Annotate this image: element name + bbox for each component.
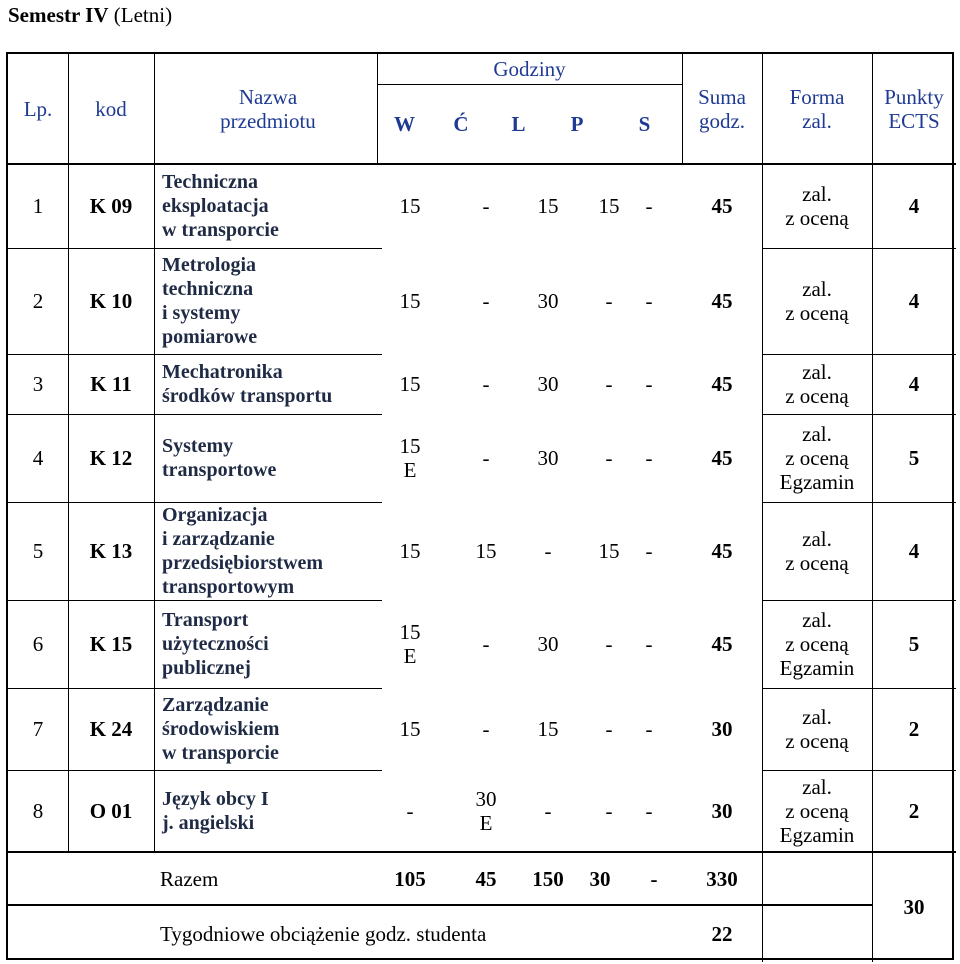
row-ects: 5 — [908, 632, 920, 656]
row-forma — [762, 688, 872, 770]
row-forma-line: zal. — [802, 422, 832, 446]
course-name-line: transportowe — [162, 459, 277, 481]
row-w: 15 — [399, 289, 421, 313]
row-forma-line: z oceną — [785, 551, 849, 575]
row-c: - — [482, 372, 490, 396]
row-suma: 45 — [711, 539, 733, 563]
course-name-line: Zarządzanie — [162, 694, 269, 716]
row-s: - — [645, 632, 653, 656]
grid-line — [682, 54, 683, 164]
grid-line — [872, 164, 873, 962]
row-kod: K 11 — [90, 372, 132, 396]
totals-suma: 330 — [706, 866, 738, 891]
course-name-line: w transporcie — [162, 219, 279, 241]
course-name-line: środowiskiem — [162, 718, 280, 740]
course-name-line: publicznej — [162, 657, 251, 679]
row-kod: K 24 — [89, 717, 133, 741]
row-l: - — [544, 539, 552, 563]
header-suma-line: godz. — [698, 109, 746, 133]
row-lp: 7 — [32, 717, 44, 741]
course-name-line: pomiarowe — [162, 326, 258, 348]
course-name-line: środków transportu — [162, 385, 333, 407]
header-suma — [682, 54, 762, 164]
row-forma — [762, 414, 872, 502]
row-forma — [762, 770, 872, 852]
header-kod-line: kod — [95, 97, 127, 121]
row-suma: 45 — [711, 194, 733, 218]
row-w-line: E — [403, 644, 417, 668]
grid-line — [154, 164, 155, 852]
row-forma-line: zal. — [802, 360, 832, 384]
header-c: Ć — [453, 112, 469, 136]
weekly-load-label: Tygodniowe obciążenie godz. studenta — [160, 921, 487, 946]
header-nazwa-line: Nazwa — [238, 85, 298, 109]
row-c-line: 30 — [475, 787, 497, 811]
row-forma — [762, 600, 872, 688]
row-p: - — [605, 446, 613, 470]
row-forma — [762, 164, 872, 248]
row-w-line: 15 — [399, 434, 421, 458]
row-suma: 45 — [711, 632, 733, 656]
header-ects — [872, 54, 956, 164]
row-course-name — [162, 164, 377, 248]
grid-line — [872, 54, 873, 164]
grid-line — [154, 54, 155, 164]
row-c: - — [482, 632, 490, 656]
row-p: - — [605, 717, 613, 741]
row-suma: 45 — [711, 446, 733, 470]
row-kod: K 09 — [89, 194, 133, 218]
header-w: W — [394, 112, 415, 136]
header-lp-line: Lp. — [23, 97, 53, 121]
row-ects: 4 — [908, 194, 920, 218]
row-l: 30 — [537, 446, 559, 470]
row-course-name — [162, 248, 377, 354]
row-forma-line: Egzamin — [779, 470, 855, 494]
row-forma-line: zal. — [802, 277, 832, 301]
row-c: - — [482, 289, 490, 313]
row-c — [460, 770, 512, 852]
totals-w: 105 — [394, 866, 426, 891]
row-s: - — [645, 539, 653, 563]
row-forma-line: z oceną — [785, 301, 849, 325]
row-s: - — [645, 717, 653, 741]
row-suma: 30 — [711, 799, 733, 823]
grid-line — [68, 54, 69, 164]
header-forma-line: Forma — [789, 85, 845, 109]
row-w: 15 — [399, 194, 421, 218]
totals-l: 150 — [532, 866, 564, 891]
row-c: - — [482, 446, 490, 470]
course-name-line: j. angielski — [162, 812, 255, 834]
row-forma-line: Egzamin — [779, 823, 855, 847]
row-suma: 30 — [711, 717, 733, 741]
row-c: - — [482, 194, 490, 218]
course-name-line: Metrologia — [162, 254, 257, 276]
row-forma-line: z oceną — [785, 446, 849, 470]
row-lp: 2 — [32, 289, 44, 313]
semester-title-bold: Semestr IV — [8, 3, 109, 27]
semester-title-rest: (Letni) — [113, 3, 173, 27]
row-suma: 45 — [711, 372, 733, 396]
course-name-line: Techniczna — [162, 171, 258, 193]
row-p: 15 — [598, 539, 620, 563]
row-ects: 4 — [908, 289, 920, 313]
header-forma — [762, 54, 872, 164]
course-name-line: Język obcy I — [162, 788, 269, 810]
row-w — [382, 414, 438, 502]
course-name-line: Transport — [162, 609, 249, 631]
row-lp: 1 — [32, 194, 44, 218]
course-table — [6, 52, 954, 960]
course-name-line: i zarządzanie — [162, 528, 275, 550]
row-course-name — [162, 502, 377, 600]
grid-line — [377, 54, 378, 164]
header-kod — [68, 54, 154, 164]
row-w: 15 — [399, 372, 421, 396]
course-name-line: transportowym — [162, 576, 295, 598]
header-s: S — [638, 112, 651, 136]
row-ects: 4 — [908, 539, 920, 563]
row-forma-line: zal. — [802, 182, 832, 206]
row-forma — [762, 502, 872, 600]
row-kod: O 01 — [89, 799, 133, 823]
row-course-name — [162, 688, 377, 770]
grid-line — [762, 54, 763, 164]
course-name-line: eksploatacja — [162, 195, 269, 217]
header-forma-line: zal. — [802, 109, 832, 133]
row-c: - — [482, 717, 490, 741]
row-lp: 4 — [32, 446, 44, 470]
row-p: - — [605, 372, 613, 396]
grid-line — [68, 164, 69, 852]
row-p: - — [605, 632, 613, 656]
row-forma-line: z oceną — [785, 206, 849, 230]
totals-p: 30 — [589, 866, 611, 891]
course-name-line: użyteczności — [162, 633, 269, 655]
header-lp — [8, 54, 68, 164]
row-forma — [762, 248, 872, 354]
course-name-line: Systemy — [162, 435, 234, 457]
row-ects: 2 — [908, 799, 920, 823]
course-name-line: przedsiębiorstwem — [162, 552, 324, 574]
row-p: 15 — [598, 194, 620, 218]
row-forma-line: zal. — [802, 775, 832, 799]
row-w-line: 15 — [399, 620, 421, 644]
row-p: - — [605, 799, 613, 823]
row-forma-line: zal. — [802, 527, 832, 551]
row-kod: K 12 — [89, 446, 133, 470]
row-suma: 45 — [711, 289, 733, 313]
row-course-name — [162, 354, 377, 414]
totals-s: - — [650, 866, 658, 891]
row-forma-line: zal. — [802, 608, 832, 632]
row-l: 15 — [537, 194, 559, 218]
course-name-line: i systemy — [162, 302, 241, 324]
row-lp: 3 — [32, 372, 44, 396]
row-w: - — [406, 799, 414, 823]
weekly-load-value: 22 — [711, 921, 733, 946]
totals-c: 45 — [475, 866, 497, 891]
row-s: - — [645, 289, 653, 313]
row-ects: 5 — [908, 446, 920, 470]
course-name-line: Mechatronika — [162, 361, 283, 383]
row-course-name — [162, 414, 377, 502]
row-forma-line: z oceną — [785, 384, 849, 408]
row-ects: 4 — [908, 372, 920, 396]
row-w: 15 — [399, 539, 421, 563]
course-name-line: w transporcie — [162, 742, 279, 764]
row-c-line: E — [479, 811, 493, 835]
row-l: - — [544, 799, 552, 823]
course-name-line: techniczna — [162, 278, 254, 300]
ects-total: 30 — [903, 895, 925, 919]
course-name-line: Organizacja — [162, 504, 268, 526]
row-w — [382, 600, 438, 688]
header-nazwa-line: przedmiotu — [220, 109, 316, 133]
row-lp: 6 — [32, 632, 44, 656]
row-s: - — [645, 372, 653, 396]
row-w: 15 — [399, 717, 421, 741]
grid-line — [762, 164, 763, 962]
row-w-line: E — [403, 458, 417, 482]
row-s: - — [645, 799, 653, 823]
semester-title — [8, 2, 172, 28]
header-ects-line: Punkty — [884, 85, 944, 109]
row-course-name — [162, 770, 377, 852]
header-suma-line: Suma — [698, 85, 746, 109]
row-forma — [762, 354, 872, 414]
row-course-name — [162, 600, 377, 688]
row-l: 30 — [537, 632, 559, 656]
row-ects: 2 — [908, 717, 920, 741]
header-nazwa — [154, 54, 382, 164]
row-forma-line: Egzamin — [779, 656, 855, 680]
row-l: 15 — [537, 717, 559, 741]
row-forma-line: zal. — [802, 705, 832, 729]
header-godziny: Godziny — [493, 57, 566, 81]
row-l: 30 — [537, 372, 559, 396]
row-forma-line: z oceną — [785, 729, 849, 753]
row-lp: 8 — [32, 799, 44, 823]
grid-line — [377, 84, 682, 85]
row-s: - — [645, 446, 653, 470]
header-l: L — [511, 112, 526, 136]
row-kod: K 10 — [89, 289, 133, 313]
row-s: - — [645, 194, 653, 218]
header-ects-line: ECTS — [888, 109, 940, 133]
row-lp: 5 — [32, 539, 44, 563]
row-c: 15 — [475, 539, 497, 563]
row-forma-line: z oceną — [785, 799, 849, 823]
row-l: 30 — [537, 289, 559, 313]
row-kod: K 13 — [89, 539, 133, 563]
row-forma-line: z oceną — [785, 632, 849, 656]
row-kod: K 15 — [89, 632, 133, 656]
header-p: P — [570, 112, 584, 136]
row-p: - — [605, 289, 613, 313]
totals-label: Razem — [160, 866, 219, 891]
